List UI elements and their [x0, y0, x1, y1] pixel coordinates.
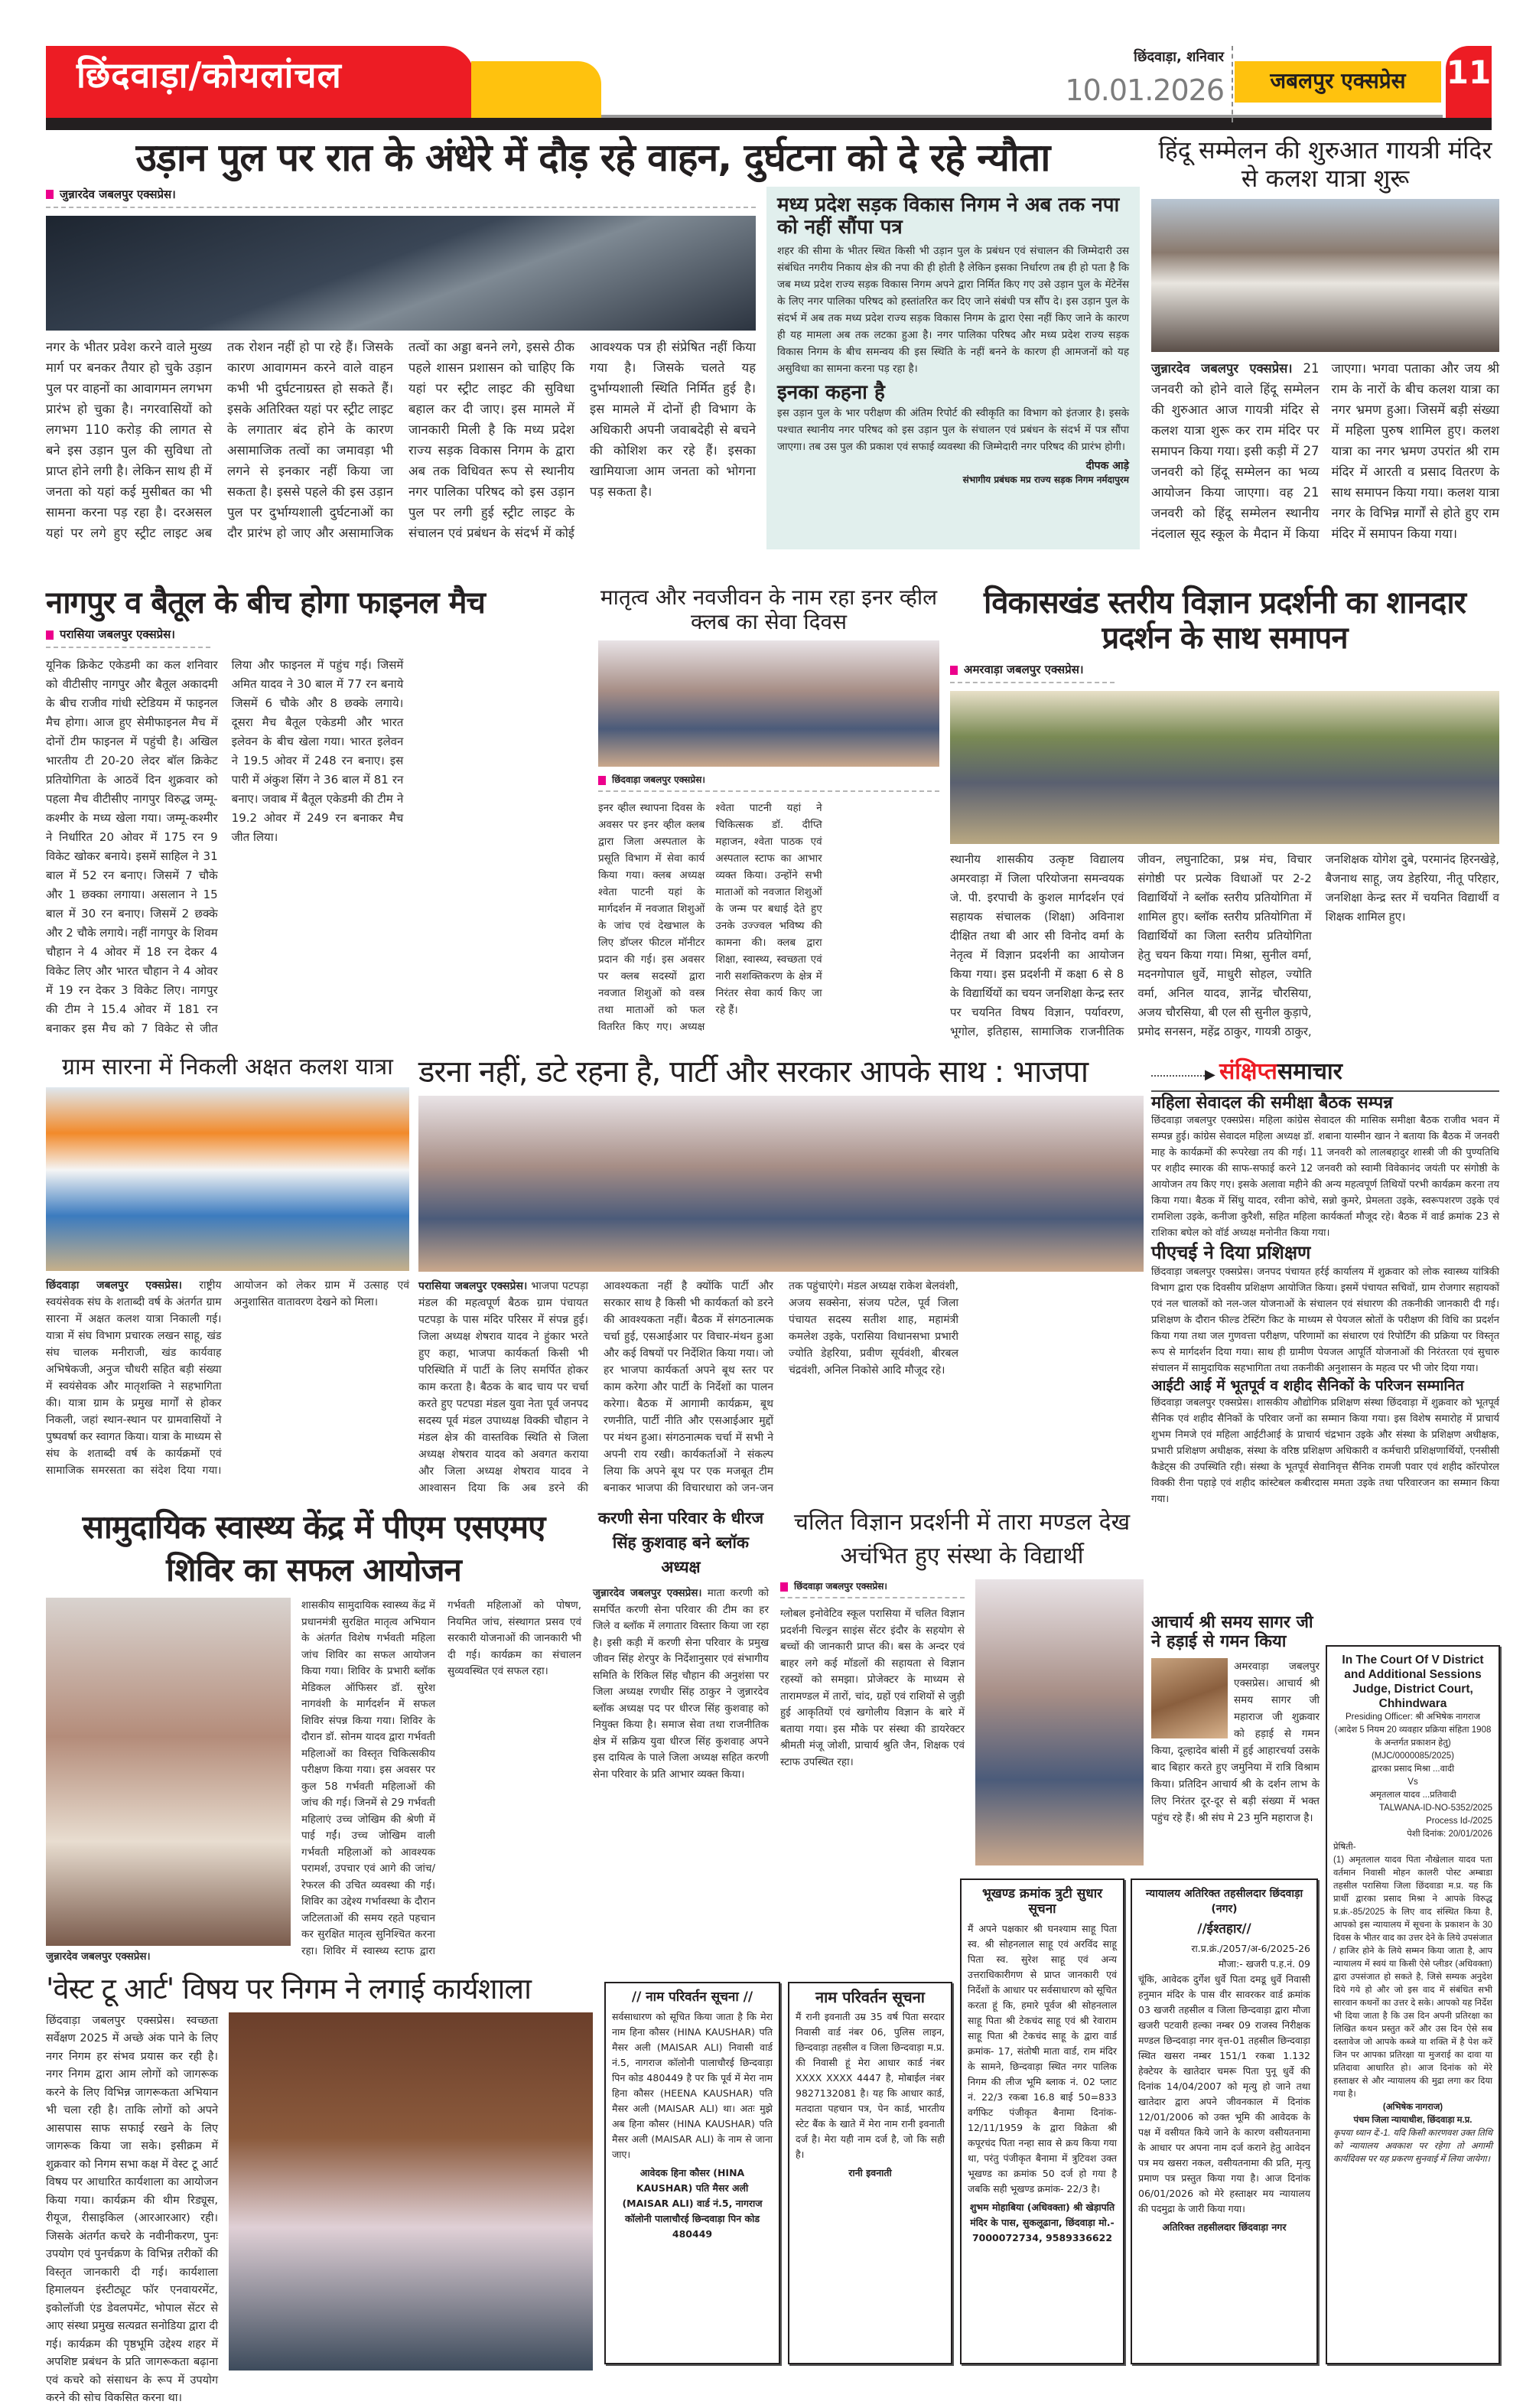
- notice-4-subtitle: //ईश्तहार//: [1197, 1921, 1251, 1937]
- masthead-divider: [1232, 46, 1233, 122]
- bullet-icon: [950, 666, 958, 675]
- story1-quote-body: इस उड़ान पुल के भार परीक्षण की अंतिम रिपोर्ट की स्वीकृति का विभाग को इंतजार है। इसके पश्चात स्थानीय नगर परिषद को इस उड़ान पुल के संचालन एवं प्रबंधन के संदर्भ में पत्र सौंपा जाएगा। तब उस पुल की प्रकाश एवं सफाई व्यवस्था की जिम्मेदारी नगर परिषद की प्रारंभ होगी।: [777, 407, 1129, 454]
- story6-body: [46, 1277, 409, 1497]
- notice-1-body: सर्वसाधारण को सूचित किया जाता है कि मेरा नाम हिना कौसर (HINA KAUSHAR) पति मैसर अली (MAISAR ALI) निवासी वार्ड नं.5, नागराज कॉलोनी पालाचौरई छिन्दवाड़ा पिन कोड 480449 है पर कि पूर्व में मेरा नाम हिना कौसर (HEENA KAUSHAR) पति मैसर अली (MAISAR ALI) था। अतः मुझे अब हिना कौसर (HINA KAUSHAR) पति मैसर अली (MAISAR ALI) के नाम से जाना जाए।: [612, 2011, 773, 2160]
- story10: [593, 1506, 769, 1965]
- brief-3-title: आईटी आई में भूतपूर्व व शहीद सैनिकों के परिजन सम्मानित: [1151, 1377, 1464, 1394]
- story12-body: छिंदवाड़ा जबलपुर एक्सप्रेस। स्वच्छता सर्वेक्षण 2025 में अच्छे अंक पाने के लिए नगर निगम हर संभव प्रयास कर रही है। नगर निगम द्वारा आम लोगों को जागरूक करने के लिए विभिन्न जागरूकता अभियान भी चला रही है। ताकि लोगों को अपने आसपास साफ सफाई रखने के लिए जागरूक किया जा सके। इसीक्रम में शुक्रवार को निगम सभा कक्ष में वेस्ट टू आर्ट विषय पर आधारित कार्यशाला का आयोजन किया गया। कार्यक्रम की थीम रिड्यूस, रीयूज, रीसाइकिल (आरआरआर) रही। जिसके अंतर्गत कचरे के नवीनीकरण, पुनः उपयोग एवं पुनर्चक्रण के विभिन्न तरीकों की विस्तृत जानकारी दी गई। कार्यशाला हिमालयन इंस्टीट्यूट फॉर एनवायरमेंट, इकोलॉजी एंड डेवलपमेंट, भोपाल सेंटर से आए संस्था प्रमुख सत्यव्रत सनोडिया द्वारा दी गई। कार्यक्रम की पृष्ठभूमि उद्देश्य शहर में अपशिष्ट प्रबंधन के प्रति जागरूकता बढ़ाना एवं कचरे को संसाधन के रूप में उपयोग करने की सोच विकसित करना था।: [46, 2014, 218, 2405]
- page-number: 11: [1446, 54, 1492, 91]
- briefs-header: [1151, 1054, 1499, 1086]
- court-to: प्रेषिती-: [1333, 1843, 1356, 1852]
- story4: [598, 585, 939, 1044]
- story5: [950, 585, 1499, 1044]
- story7: [418, 1054, 1144, 1497]
- notice-2-title: नाम परिवर्तन सूचना: [815, 1988, 925, 2006]
- story6-photo-yatra: [46, 1087, 409, 1271]
- notice-4-sign: अतिरिक्त तहसीलदार छिंदवाड़ा नगर: [1162, 2221, 1287, 2233]
- brief-1-title: महिला सेवादल की समीक्षा बैठक सम्पन्न: [1151, 1090, 1499, 1113]
- story1-sidebar-box: [766, 187, 1140, 550]
- paper-name: जबलपुर एक्सप्रेस: [1270, 68, 1406, 93]
- notice-2-body: मैं रानी इवनाती उम्र 35 वर्ष पिता सरदार निवासी वार्ड नंबर 06, पुलिस लाइन, छिन्दवाड़ा तहसील व जिला छिन्दवाड़ा म.प्र. की निवासी हूं मेरा आधार कार्ड नंबर XXXX XXXX 4447 है, मोबाईल नंबर 9827132081 है। यह कि आधार कार्ड, मतदाता पहचान पत्र, पेन कार्ड, भारतीय स्टेट बैंक के खाते में मेरा नाम रानी इवनाती दर्ज है। मेरा यही नाम दर्ज है, जो कि सही है।: [796, 2011, 945, 2160]
- masthead-date: 10.01.2026: [1065, 73, 1224, 107]
- briefs-list: [1151, 1090, 1499, 1605]
- story1-photo-flyover: [46, 216, 756, 331]
- story1-headline: उड़ान पुल पर रात के अंधेरे में दौड़ रहे वाहन, दुर्घटना को दे रहे न्यौता: [135, 135, 1050, 180]
- notice-name-change-2: [788, 1982, 952, 2364]
- story1-signer: दीपक आड़े: [1085, 460, 1129, 473]
- story6: [46, 1054, 409, 1497]
- notice-plot-correction: [960, 1879, 1124, 2364]
- notice-4-body: चूंकि, आवेदक दुर्गेश धुर्वे पिता दमडू धुर्वे निवासी हनुमान मंदिर के पास वीर सावरकर वार्ड क्रमांक 03 खजरी तहसील व जिला छिन्दवाड़ा द्वारा मौजा खजरी पटवारी हल्का नम्बर 09 राजस्व निरीक्षक मण्डल छिन्दवाड़ा नगर वृत्त-01 तहसील छिन्दवाड़ा स्थित खसरा नम्बर 151/1 रकबा 1.132 हेक्टेयर के खातेदार चमरू पिता पुनू धुर्वे की दिनांक 14/04/2007 को मृत्यु हो जाने तथा खातेदार द्वारा अपने जीवनकाल में दिनांक 12/01/2006 को उक्त भूमि की आवेदक के पक्ष में वसीयत किये जाने के कारण वसीयतनामा के आधार पर अपना नाम दर्ज कराने हेतु आवेदन पत्र मय खसरा नकल, वसीयतनामा की प्रति, मृत्यु प्रमाण पत्र प्रस्तुत किया गया है। आज दिनांक 06/01/2026 को मेरे हस्ताक्षर मय न्यायालय की पदमुद्रा के जारी किया गया।: [1138, 1973, 1310, 2214]
- court-hearing: पेशी दिनांक: 20/01/2026: [1407, 1830, 1492, 1839]
- notice-4-title: न्यायालय अतिरिक्त तहसीलदार छिंदवाड़ा (नगर): [1145, 1888, 1303, 1915]
- story7-photo-meeting: [418, 1096, 1144, 1272]
- story7-body: [418, 1278, 1144, 1497]
- notice-3-sign: शुभम मोहाबिया (अधिवक्ता) श्री खेड़ापति मंदिर के पास, सुकलूढाना, छिंदवाड़ा मो.- 7000072734, 9589336622: [969, 2201, 1115, 2243]
- story1-quote-title: इनका कहना है: [777, 381, 885, 405]
- story9-dateline: जुन्नारदेव जबलपुर एक्सप्रेस।: [46, 1950, 151, 1963]
- notice-2-sign: रानी इवनाती: [848, 2167, 892, 2178]
- court-case-no: (MJC/0000085/2025): [1371, 1751, 1455, 1761]
- story7-body-text: भाजपा पटपड़ा मंडल की महत्वपूर्ण बैठक ग्राम पंचायत पटपड़ा के पास मंदिर परिसर में संपन्न हुई। जिला अध्यक्ष शेषराव यादव ने हुंकार भरते हुए कहा, भाजपा कार्यकर्ता किसी भी परिस्थिति में पार्टी के लिए समर्पित होकर काम करता है। बैठक के बाद चाय पर चर्चा करते हुए पटपडा मंडल युवा नेता पूर्व जनपद सदस्य पूर्व मंडल उपाध्यक्ष विक्की चौहान ने मंडल क्षेत्र की वास्तविक स्थिति से जिला अध्यक्ष शेषराव यादव को अवगत कराया और जिला अध्यक्ष शेषराव यादव ने आश्वासन दिया कि अब डरने की आवश्यकता नहीं है क्योंकि पार्टी और सरकार साथ है किसी भी कार्यकर्ता को डरने की आवश्यकता नहीं। बैठक में संगठनात्मक चर्चा हुई, एसआईआर पर विचार-मंथन हुआ और कई विषयों पर निर्देशित किया गया। जो हर भाजपा कार्यकर्ता अपने बूथ स्तर पर काम करेगा और पार्टी के निर्देशों का पालन करेगा। बैठक में आगामी कार्यक्रम, बूथ रणनीति, पार्टी नीति और एसआईआर मुद्दों पर मंथन हुआ। संगठनात्मक चर्चा में सभी ने अपनी राय रखी। कार्यकर्ताओं ने संकल्प लिया कि अपने बूथ पर एक मजबूत टीम बनाकर भाजपा की विचारधारा को जन-जन तक पहुंचाएंगे। मंडल अध्यक्ष राकेश बेलवंशी, अजय सक्सेना, संजय पटेल, पूर्व जिला पंचायत सदस्य सतीश शाह, महामंत्री कमलेश उइके, परासिया विधानसभा प्रभारी ज्योति डेहरिया, प्रवीण सूर्यवंशी, बीरबल चंद्रवंशी, अनिल निकोसे आदि मौजूद रहे।: [418, 1280, 958, 1494]
- story3-headline: नागपुर व बैतूल के बीच होगा फाइनल मैच: [46, 585, 485, 621]
- story11-body: ग्लोबल इनोवेटिव स्कूल परासिया में चलित विज्ञान प्रदर्शनी चिल्ड्रन साइंस सेंटर इंदौर के सहयोग से बच्चों की जानकारी प्राप्त की। बस के अन्दर एवं बाहर लगे कई मॉडलों की सहायता से विज्ञान रहस्यों को समझा। प्रोजेक्टर के माध्यम से तारामण्डल में तारों, चांद, ग्रहों एवं राशियों से जुड़ी हुई आकृतियों एवं खगोलीय विज्ञान के बारे में बताया गया। इस मौके पर संस्था की डायरेक्टर श्रीमती मंजू जोशी, प्राचार्य श्रुति जैन, शिक्षक एवं स्टाफ उपस्थित रहा।: [780, 1608, 965, 1768]
- court-judge: (अभिषेक नागराज): [1382, 2103, 1443, 2112]
- notice-name-change-1: [604, 1982, 780, 2364]
- story3: [46, 585, 589, 1044]
- story8-photo-acharya: [1151, 1658, 1228, 1738]
- story3-dateline: परासिया जबलपुर एक्सप्रेस।: [46, 627, 210, 648]
- story5-headline: विकासखंड स्तरीय विज्ञान प्रदर्शनी का शानदार प्रदर्शन के साथ समापन: [983, 585, 1466, 656]
- story12-photo-workshop: [229, 2012, 593, 2371]
- story9-photo-camp: [46, 1598, 291, 1946]
- masthead-day: छिंदवाड़ा, शनिवार: [1134, 49, 1224, 65]
- bullet-icon: [46, 190, 54, 199]
- court-notice: [1326, 1645, 1500, 2364]
- story11-headline: चलित विज्ञान प्रदर्शनी में तारा मण्डल देख अचंभित हुए संस्था के विद्यार्थी: [793, 1509, 1131, 1569]
- story10-body-text: माता करणी को समर्पित करणी सेना परिवार की टीम का हर जिले व ब्लॉक में लगातार विस्तार किया जा रहा है। इसी कड़ी में करणी सेना परिवार के प्रमुख जीवन सिंह शेरपुर के निर्देशानुसार एवं संभागीय समिति के रिंकिल सिंह चौहान की अनुशंसा पर जिला अध्यक्ष रणधीर सिंह ठाकुर ने जुन्नारदेव ब्लॉक अध्यक्ष पद पर धीरज सिंह कुशवाह को नियुक्त किया है। समाज सेवा तथा राजनीतिक क्षेत्र में सक्रिय युवा धीरज सिंह कुशवाह अपने इस दायित्व के पाले जिला अध्यक्ष सहित करणी सेना परिवार के प्रति आभार व्यक्त किया।: [593, 1587, 770, 1781]
- court-body: (1) अमृतलाल यादव पिता नौखेलाल यादव पता वर्तमान निवासी मोहन कालरी पोस्ट अम्बाडा तहसील परासिया जिला छिंदवाडा म.प्र. यह कि प्रार्थी द्वारका प्रसाद मिश्रा ने आपके विरुद्ध प्र.क्रं.-85/2025 के लिए वाद संस्थित किया है, आपको इस न्यायालय में सूचना के प्रकाशन के 30 दिवस के भीतर वाद का उत्तर देने के लिये उपसंजात / हाजिर होने के लिये सम्मन किया जाता है, आप न्यायालय में स्वयं या किसी ऐसे प्लीडर (अधिवक्ता) द्वारा उपसंजात हो सकते है, जिसे सम्यक अनुदेश दिये गये हो और जो इस वाद में संबंधित सभी सारवान कथनों का उत्तर दे सके। आपको यह निर्देश भी दिया जाता है कि उस दिन अपनी प्रतिरक्षा का लिखित कथन प्रस्तुत करें और उस दिन ऐसे सब दस्तावेज जो आपके कब्जे या शक्ति में है पेश करें जिन पर आपका प्रतिरक्षा या मुजराई का दावा या प्रतिदावा आधारित हो। आज दिनांक को मेरे हस्ताक्षर से और न्यायालय की मुद्रा लगा कर दिया गया है।: [1333, 1856, 1492, 2099]
- story5-photo-exhibition: [950, 691, 1499, 844]
- story4-body: इनर व्हील स्थापना दिवस के अवसर पर इनर व्हील क्लब द्वारा जिला अस्पताल के प्रसूति विभाग में सेवा कार्य किया गया। क्लब अध्यक्ष श्वेता पाटनी यहां के मार्गदर्शन में नवजात शिशुओं के जांच एवं देखभाल के लिए डॉप्लर फीटल मॉनीटर प्रदान की गई। इस अवसर पर क्लब सदस्यों द्वारा नवजात शिशुओं को वस्त्र तथा माताओं को फल वितरित किए गए। अध्यक्ष श्वेता पाटनी यहां ने चिकित्सक डॉ. दीप्ति महाजन, श्वेता पाठक एवं अस्पताल स्टाफ का आभार व्यक्त किया। उन्होंने सभी माताओं को नवजात शिशुओं के जन्म पर बधाई देते हुए उनके उज्ज्वल भविष्य की कामना की। क्लब द्वारा शिक्षा, स्वास्थ्य, स्वच्छता एवं नारी सशक्तिकरण के क्षेत्र में निरंतर सेवा कार्य किए जा रहे हैं।: [598, 802, 822, 1034]
- story9-headline: सामुदायिक स्वास्थ्य केंद्र में पीएम एसएमए शिविर का सफल आयोजन: [82, 1508, 545, 1588]
- story1-box-title: मध्य प्रदेश सड़क विकास निगम ने अब तक नपा को नहीं सौंपा पत्र: [777, 193, 1120, 239]
- court-order: (आदेश 5 नियम 20 व्यवहार प्रक्रिया संहिता 1908 के अन्तर्गत प्रकाशन हेतु): [1334, 1725, 1492, 1748]
- arrow-line: [1151, 1075, 1205, 1077]
- bullet-icon: [780, 1582, 788, 1592]
- story6-body-text: राष्ट्रीय स्वयंसेवक संघ के शताब्दी वर्ष के अंतर्गत ग्राम सारना में अक्षत कलश यात्रा निकाली गई। यात्रा में संघ विभाग प्रचारक लखन साहू, खंड संघ चालक मनीराजी, खंड कार्यवाह अभिषेकजी, अनुज चौधरी सहित बड़ी संख्या में स्वयंसेवक और मातृशक्ति ने सहभागिता की। यात्रा ग्राम के प्रमुख मार्गों से होकर निकली, जहां स्थान-स्थान पर ग्रामवासियों ने पुष्पवर्षा कर स्वागत किया। यात्रा के माध्यम से संघ के शताब्दी वर्ष के कार्यक्रमों एवं सामाजिक समरसता का संदेश दिया गया। आयोजन को लेकर ग्राम में उत्साह एवं अनुशासित वातावरण देखने को मिला।: [46, 1279, 409, 1477]
- court-vs: Vs: [1407, 1777, 1418, 1787]
- story1-dateline: जुन्नारदेव जबलपुर एक्सप्रेस।: [46, 187, 756, 208]
- story6-dateline: छिंदवाड़ा जबलपुर एक्सप्रेस।: [46, 1279, 182, 1292]
- story9-body: शासकीय सामुदायिक स्वास्थ्य केंद्र में प्रधानमंत्री सुरक्षित मातृत्व अभियान के अंतर्गत विशेष गर्भवती महिला जांच शिविर का सफल आयोजन किया गया। शिविर के प्रभारी ब्लॉक मेडिकल ऑफिसर डॉ. सुरेश नागवंशी के मार्गदर्शन में सफल शिविर संपन्न किया गया। शिविर के दौरान डॉ. सोनम यादव द्वारा गर्भवती महिलाओं का विस्तृत चिकित्सकीय परीक्षण किया गया। इस अवसर पर कुल 58 गर्भवती महिलाओं की जांच की गई। जिनमें से 29 गर्भवती महिलाएं उच्च जोखिम की श्रेणी में पाई गईं। उच्च जोखिम वाली गर्भवती महिलाओं को आवश्यक परामर्श, उपचार एवं आगे की जांच/रेफरल की उचित व्यवस्था की गई। शिविर का उद्देश्य गर्भावस्था के दौरान जटिलताओं की समय रहते पहचान कर सुरक्षित मातृत्व सुनिश्चित करना रहा। शिविर में स्वास्थ्य स्टाफ द्वारा गर्भवती महिलाओं को पोषण, नियमित जांच, संस्थागत प्रसव एवं सरकारी योजनाओं की जानकारी भी दी गई। कार्यक्रम का संचालन सुव्यवस्थित एवं सफल रहा।: [301, 1599, 581, 1957]
- story4-photo-club: [598, 640, 939, 767]
- briefs-tag-red: संक्षिप्त: [1219, 1058, 1277, 1085]
- arrow-icon: ▶: [1205, 1067, 1215, 1083]
- story10-dateline: जुन्नारदेव जबलपुर एक्सप्रेस।: [593, 1587, 702, 1599]
- bullet-icon: [598, 776, 606, 785]
- story7-dateline: परासिया जबलपुर एक्सप्रेस।: [418, 1280, 528, 1292]
- story8-headline: आचार्य श्री समय सागर जी ने हड़ाई से गमन किया: [1151, 1613, 1313, 1652]
- brief-2-title: पीएचई ने दिया प्रशिक्षण: [1151, 1242, 1311, 1264]
- section-title: छिंदवाड़ा/कोयलांचल: [76, 54, 342, 96]
- brief-1-body: छिंदवाड़ा जबलपुर एक्सप्रेस। महिला कांग्रेस सेवादल की मासिक समीक्षा बैठक राजीव भवन में सम्पन्न हुई। कांग्रेस सेवादल महिला अध्यक्ष डॉ. शबाना यास्मीन खान ने बताया कि बैठक में जनवरी माह के कार्यक्रमों की रूपरेखा तय की गई। 11 जनवरी को लालबहादुर शास्त्री जी की पुण्यतिथि पर शहीद स्मारक की साफ-सफाई करने 12 जनवरी को स्वामी विवेकानंद जयंती पर संगोष्ठी के आयोजन तय किए गए। इसके अलावा महीने की अन्य महत्वपूर्ण तिथियों परभी कार्यक्रम करना तय किया गया। बैठक में सिंधु यादव, रवीना कोचे, सन्नो कुमरे, प्रेमलता उइके, स्वरूपशरण उइके एवं रामशिला उइके, कनीजा कुरैशी, सहित महिला कार्यकर्ता मौजूद रहे। बैठक में वार्ड क्रमांक 23 से राशिका बघेल को वॉर्ड अध्यक्ष मनोनीत किया गया।: [1151, 1115, 1499, 1240]
- masthead-rule: [46, 118, 1492, 130]
- story1-signer-title: संभागीय प्रबंधक मप्र राज्य सड़क निगम नर्मदापुरम: [962, 474, 1129, 486]
- story1-body: नगर के भीतर प्रवेश करने वाले मुख्य मार्ग पर बनकर तैयार हो चुके उड़ान पुल पर वाहनों का आवागमन लगभग प्रारंभ हो चुका है। नगरवासियों को लगभग 110 करोड़ की लागत से बने इस उड़ान पुल की सुविधा तो प्राप्त होने लगी है। लेकिन साथ ही में जनता को यहां कई मुसीबत का भी सामना करना पड़ रहा है। दरअसल यहां पर लगे हुए स्ट्रीट लाइट अब तक रोशन नहीं हो पा रहे हैं। जिसके कारण आवागमन करने वाले वाहन कभी भी दुर्घटनाग्रस्त हो सकते हैं। इसके अतिरिक्त यहां पर स्ट्रीट लाइट के लगातार बंद होने के कारण असामाजिक तत्वों का जमावड़ा भी लगने से इनकार नहीं किया जा सकता है। इससे पहले की इस उड़ान पुल पर दुर्भाग्यशाली दुर्घटनाओं का दौर प्रारंभ हो जाए और असामाजिक तत्वों का अड्डा बनने लगे, इससे ठीक पहले शासन प्रशासन को चाहिए कि यहां पर स्ट्रीट लाइट की सुविधा बहाल कर दी जाए। इस मामले में जानकारी मिली है कि मध्य प्रदेश राज्य सड़क विकास निगम के द्वारा अब तक विधिवत रूप से स्थानीय नगर पालिका परिषद को इस उड़ान पुल पर लगी हुई स्ट्रीट लाइट के संचालन एवं प्रबंधन के संदर्भ में कोई आवश्यक पत्र ही संप्रेषित नहीं किया गया है। जिसके चलते यह दुर्भाग्यशाली स्थिति निर्मित हुई है। इस मामले में दोनों ही विभाग के अधिकारी अपनी जवाबदेही से बचने की कोशिश कर रहे हैं। इसका खामियाजा आम जनता को भोगना पड़ सकता है।: [46, 339, 756, 540]
- story1-box-body: शहर की सीमा के भीतर स्थित किसी भी उड़ान पुल के प्रबंधन एवं संचालन की जिम्मेदारी उस संबंधित नगरीय निकाय क्षेत्र की नपा की ही होती है लेकिन इसका निर्धारण तब ही हो पता है कि जब मध्य प्रदेश राज्य सड़क विकास निगम अपने द्वारा निर्मित किए गए उसे उड़ान पुल के मेंटेनेंस के लिए नगर पालिका परिषद को हस्तांतरित कर दिए जाने संबंधी पत्र सौंप दे। इस उड़ान पुल के संदर्भ में अब तक मध्य प्रदेश राज्य सड़क विकास निगम के द्वारा ऐसा नहीं किए जाने के कारण ही यह मामला अब तक लटका हुआ है। नगर पालिका परिषद और मध्य प्रदेश राज्य सड़क विकास निगम के बीच समन्वय की इस स्थिति के नहीं बनने के कारण ही आमजनों को यह असुविधा का सामना करना पड़ रहा है।: [777, 245, 1129, 376]
- briefs: [1151, 1054, 1499, 1605]
- notice-3-title: भूखण्ड क्रमांक त्रुटी सुधार सूचना: [981, 1886, 1103, 1917]
- notice-tehsildar-ishtahar: [1131, 1879, 1318, 2364]
- court-talwana: TALWANA-ID-NO-5352/2025: [1378, 1804, 1492, 1813]
- notice-3-body: मैं अपने पक्षकार श्री घनश्याम साहू पिता स्व. श्री सोहनलाल साहू एवं अरविंद साहू पिता स्व. सुरेश साहू एवं अन्य उत्तराधिकारीगण से प्राप्त जानकारी एवं निर्देशों के आधार पर सर्वसाधारण को सूचित करता हूं कि, हमारे पूर्वज श्री सोहनलाल साहू पिता श्री टेकचंद साहू एवं श्री रेवाराम साहू पिता श्री टेकचंद साहू के द्वारा वार्ड क्रमांक- 17, संतोषी माता वार्ड, राम मंदिर के सामने, छिन्दवाड़ा स्थित नगर पालिक निगम की लीज भूमि ब्लाक नं. 02 प्लाट नं. 22/3 रकबा 16.8 बाई 50=833 वर्गफिट पंजीकृत बैनामा दिनांक- 12/11/1959 के द्वारा विक्रेता श्री कपूरचंद पिता नन्हा साव से क्रय किया गया था, परंतु पंजीकृत बैनामा में त्रुटिवश उक्त भूखण्ड का क्रमांक 50 दर्ज हो गया है जबकि सही भूखण्ड क्रमांक- 22/3 है।: [968, 1923, 1117, 2195]
- story9: [46, 1506, 581, 1965]
- story2-dateline: जुन्नारदेव जबलपुर एक्सप्रेस।: [1151, 360, 1293, 376]
- story8-body-text: अमरवाड़ा जबलपुर एक्सप्रेस। आचार्य श्री समय सागर जी महाराज जी शुक्रवार को हड़ाई से गमन किया, दूल्हादेव बांसी में हुई आहारचर्या उसके बाद बिहार करते हुए जमुनिया में रात्रि विश्राम किया। प्रतिदिन आचार्य श्री के दर्शन लाभ के लिए निरंतर दूर-दूर से बड़ी संख्या में भक्त पहुंच रहे हैं। श्री संघ मे 23 मुनि महाराज है।: [1151, 1660, 1320, 1824]
- story3-body: यूनिक क्रिकेट एकेडमी का कल शनिवार को वीटीसीए नागपुर और बैतूल अकादमी के बीच राजीव गांधी स्टेडियम में फाइनल मैच होगा। आज हुए सेमीफाइनल मैच में दोनों टीम फाइनल में पहुंची है। अखिल भारतीय टी 20-20 लेदर बॉल क्रिकेट प्रतियोगिता के आठवें दिन शुक्रवार को पहला मैच वीटीसीए नागपुर विरुद्ध जम्मू-कश्मीर के मध्य खेला गया। जम्मू-कश्मीर ने निर्धारित 20 ओवर में 175 रन 9 विकेट खोकर बनाये। इसमें साहिल ने 31 बाल में 52 रन बनाए। जिसमें 7 चौके और 1 छक्का लगाया। असलान ने 15 बाल में 30 रन बनाए। जिसमें 2 छक्के और 2 चौके लगाये। नहीं नागपुर के शिवम चौहान ने 4 ओवर में 18 रन देकर 4 विकेट लिए और भारत चौहान ने 4 ओवर में 19 रन देकर 3 विकेट लिए। नागपुर की टीम ने 15.4 ओवर में 181 रन बनाकर इस मैच को 7 विकेट से जीत लिया और फाइनल में पहुंच गई। जिसमें अमित यादव ने 30 बाल में 77 रन बनाये जिसमें 6 चौके और 8 छक्के लगाये। दूसरा मैच बैतूल एकेडमी और भारत इलेवन के बीच खेला गया। भारत इलेवन ने 19.5 ओवर में 248 रन बनाए। इस पारी में अंकुश सिंग ने 36 बाल में 81 रन बनाए। जवाब में बैतूल एकेडमी की टीम ने 19.2 ओवर में 249 रन बनाकर मैच जीत लिया।: [46, 658, 404, 1035]
- court-defendant: अमृतलाल यादव ...प्रतिवादी: [1369, 1791, 1456, 1800]
- court-process: Process Id-/2025: [1426, 1817, 1492, 1826]
- story5-dateline: अमरवाड़ा जबलपुर एक्सप्रेस।: [950, 662, 1115, 683]
- story8: [1151, 1613, 1320, 1869]
- story2-headline: हिंदू सम्मेलन की शुरुआत गायत्री मंदिर से कलश यात्रा शुरू: [1158, 135, 1492, 193]
- notice-1-sign: आवेदक हिना कौसर (HINA KAUSHAR) पति मैसर अली (MAISAR ALI) वार्ड नं.5, नागराज कॉलोनी पालाचौरई छिन्दवाड़ा पिन कोड 480449: [622, 2167, 763, 2240]
- story4-dateline: छिंदवाड़ा जबलपुर एक्सप्रेस।: [598, 773, 939, 792]
- brief-2-body: छिंदवाड़ा जबलपुर एक्सप्रेस। जनपद पंचायत हर्रई कार्यालय में शुक्रवार को लोक स्वास्थ्य यांत्रिकी विभाग द्वारा एक दिवसीय प्रशिक्षण आयोजित किया। इसमें पंचायत सचिवों, ग्राम रोजगार सहायकों एवं नल चालकों को नल-जल योजनाओं के संचालन एवं संधारण की तकनीकी जानकारी दी गई। प्रशिक्षण के दौरान फील्ड टेस्टिंग किट के माध्यम से पेयजल स्रोतों के परीक्षण की विधि का प्रदर्शन किया गया तथा जल गुणवत्ता परीक्षण, परिणामों का संधारण एवं रिपोर्टिंग की प्रक्रिया पर विस्तृत रूप से मार्गदर्शन दिया गया। साथ ही ग्रामीण पेयजल आपूर्ति योजनाओं की निरंतरता एवं सुचारु संचालन में सामुदायिक सहभागिता तथा तकनीकी अनुशासन के महत्व पर भी जोर दिया गया।: [1151, 1266, 1499, 1374]
- court-title: In The Court Of V District and Additional Sessions Judge, District Court, Chhindwara: [1342, 1654, 1484, 1710]
- story10-headline: करणी सेना परिवार के धीरज सिंह कुशवाह बने ब्लॉक अध्यक्ष: [597, 1509, 764, 1576]
- court-note: कृपया ध्यान दें:-1. यदि किसी कारणवश उक्त तिथि को न्यायालय अवकाश पर रहेगा तो अगामी कार्यदिवस पर यह प्रकरण सुनवाई में लिया जायेगा।: [1333, 2129, 1492, 2164]
- story4-headline: मातृत्व और नवजीवन के नाम रहा इनर व्हील क्लब का सेवा दिवस: [600, 585, 938, 635]
- court-judge-title: पंचम जिला न्यायाधीश, छिंदवाड़ा म.प्र.: [1353, 2116, 1473, 2125]
- story11-photo-students: [975, 1579, 1144, 1865]
- brief-3-body: छिंदवाड़ा जबलपुर एक्सप्रेस। शासकीय औद्योगिक प्रशिक्षण संस्था छिंदवाड़ा में शुक्रवार को भूतपूर्व सैनिक एवं शहीद सैनिकों के परिवार जनों का सम्मान किया गया। इस विशेष समारोह में प्राचार्य शुभम निमजे एवं महिला आईटीआई के प्राचार्य चंद्रभान उइके और संस्था के प्रशिक्षण अधीक्षक, प्रभारी प्रशिक्षण अधीक्षक, संस्था के वरिष्ठ प्रशिक्षण अधिकारी व कर्मचारी प्रशिक्षणार्थियों, एनसीसी कैडेट्स की उपस्थिति रही। संस्था के भूतपूर्व सेवानिवृत्त सैनिक रामजी पवार एवं शहीद कॉरपोरल विक्की रीना पहाड़े एवं शहीद कांस्टेबल कबीरदास ममता उइके तथा परिवारजन का सम्मान किया गया।: [1151, 1396, 1499, 1505]
- story12: [46, 1972, 593, 2405]
- notice-4-mouza: मौजा:- खजरी प.ह.नं. 09: [1218, 1958, 1310, 1970]
- story11: [780, 1506, 1144, 1865]
- notice-1-title: // नाम परिवर्तन सूचना //: [631, 1989, 753, 2005]
- story12-headline: 'वेस्ट टू आर्ट' विषय पर निगम ने लगाई कार्यशाला: [46, 1972, 531, 2006]
- story1: [46, 136, 1140, 549]
- court-officer: Presiding Officer: श्री अभिषेक नागराज: [1345, 1712, 1481, 1722]
- notice-4-case: रा.प्र.क्रं./2057/अ-6/2025-26: [1191, 1943, 1310, 1954]
- bullet-icon: [46, 631, 54, 640]
- story2-photo-procession: [1151, 199, 1499, 352]
- story10-body: [593, 1585, 769, 1965]
- story8-body: [1151, 1658, 1320, 1869]
- story7-headline: डरना नहीं, डटे रहना है, पार्टी और सरकार आपके साथ : भाजपा: [418, 1054, 1089, 1090]
- court-plaintiff: द्वारका प्रसाद मिश्रा ...वादी: [1371, 1764, 1455, 1774]
- story5-body: स्थानीय शासकीय उत्कृष्ट विद्यालय अमरवाड़ा में जिला परियोजना समन्वयक जे. पी. इरपाची के कुशल मार्गदर्शन एवं सहायक संचालक (शिक्षा) अविनाश दीक्षित तथा बी आर सी विनोद वर्मा के नेतृत्व में विज्ञान प्रदर्शनी का आयोजन किया गया। इस प्रदर्शनी में कक्षा 6 से 8 के विद्यार्थियों का चयन जनशिक्षा केन्द्र स्तर पर चयनित विषय विज्ञान, पर्यावरण, भूगोल, इतिहास, सामाजिक राजनीतिक जीवन, लघुनाटिका, प्रश्न मंच, विचार संगोष्ठी पर प्रत्येक विधाओं पर 2-2 विद्यार्थियों ने ब्लॉक स्तरीय प्रतियोगिता में शामिल हुए। ब्लॉक स्तरीय प्रतियोगिता में विद्यार्थियों का जिला स्तरीय प्रतियोगिता हेतु चयन किया गया। मिश्रा, सुनील वर्मा, मदनगोपाल धुर्वे, माधुरी सोहल, ज्योति वर्मा, अनिल यादव, ज्ञानेंद्र चौरसिया, अजय चौरसिया, बी एल सी सुनील कुड़ापे, प्रमोद सनसन, महेंद्र ठाकुर, गायत्री ठाकुर, जनशिक्षक योगेश दुबे, परमानंद हिरनखेड़े, बैजनाथ साहू, जय डेहरिया, नीतू परिहार, जनशिक्षा केन्द्र स्तर में चयनित विद्यार्थी व शिक्षक शामिल हुए।: [950, 852, 1499, 1038]
- briefs-tag: समाचार: [1277, 1058, 1342, 1085]
- story6-headline: ग्राम सारना में निकली अक्षत कलश यात्रा: [62, 1054, 393, 1080]
- story2-body-text: 21 जनवरी को होने वाले हिंदू सम्मेलन की शुरुआत आज गायत्री मंदिर से कलश यात्रा शुरू कर राम मंदिर पर समापन किया गया। इसी कड़ी में 27 जनवरी को हिंदू सम्मेलन का भव्य आयोजन किया जाएगा। वह 21 जनवरी को हिंदू सम्मेलन स्थानीय नंदलाल सूद स्कूल के मैदान में किया जाएगा। भगवा पताका और जय श्री राम के नारों के बीच कलश यात्रा का नगर भ्रमण हुआ। जिसमें बड़ी संख्या में महिला पुरुष शामिल हुए। कलश यात्रा का नगर भ्रमण उपरांत श्री राम मंदिर में आरती व प्रसाद वितरण के साथ समापन किया गया। कलश यात्रा नगर के विभिन्न मार्गों से होते हुए राम मंदिर में समापन किया गया।: [1151, 360, 1499, 541]
- story2: [1151, 136, 1499, 549]
- story11-dateline: छिंदवाड़ा जबलपुर एक्सप्रेस।: [780, 1579, 965, 1598]
- story2-body: [1151, 358, 1499, 549]
- section-banner-accent: [471, 61, 601, 118]
